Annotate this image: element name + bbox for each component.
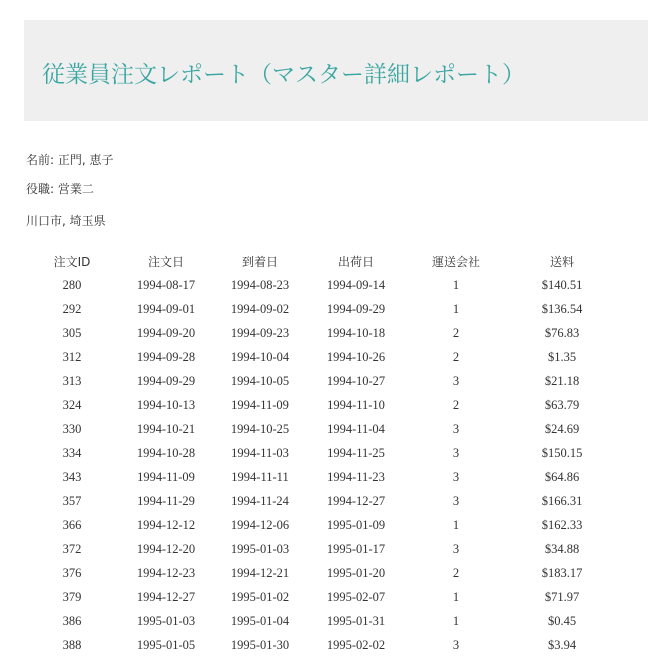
cell-required-date: 1994-11-09 [231,397,289,412]
cell-order-id: 357 [62,493,82,508]
cell-order-id: 292 [62,301,82,316]
table-row [26,609,618,633]
table-row [26,441,618,465]
cell-shipped-date: 1995-02-02 [326,637,386,652]
cell-required-date: 1994-12-21 [230,565,290,580]
table-row [26,465,618,489]
cell-order-date: 1995-01-05 [136,637,196,652]
cell-order-date: 1994-09-28 [136,349,196,364]
cell-required-date: 1994-10-04 [230,349,290,364]
cell-shipper: 3 [452,421,460,436]
cell-freight: $64.86 [544,469,580,484]
cell-shipped-date: 1995-01-31 [326,613,386,628]
cell-required-date: 1995-01-03 [230,541,290,556]
cell-shipper: 1 [452,277,460,292]
cell-required-date: 1994-12-06 [230,517,290,532]
cell-order-date: 1994-12-23 [136,565,196,580]
cell-required-date: 1995-01-30 [230,637,290,652]
cell-required-date: 1994-09-23 [230,325,290,340]
cell-freight: $21.18 [544,373,580,388]
cell-shipped-date: 1994-11-25 [327,445,385,460]
cell-freight: $166.31 [541,493,583,508]
cell-shipper: 1 [452,301,460,316]
cell-order-id: 330 [62,421,82,436]
orders-body [26,273,618,657]
cell-order-date: 1994-09-29 [136,373,196,388]
cell-shipped-date: 1995-02-07 [326,589,386,604]
column-header-required-date: 到着日 [241,254,278,269]
cell-shipped-date: 1994-10-26 [326,349,386,364]
cell-shipped-date: 1994-11-23 [327,469,385,484]
cell-shipped-date: 1995-01-09 [326,517,386,532]
column-header-order-date: 注文日 [147,254,184,269]
cell-order-date: 1994-11-09 [137,469,195,484]
column-header-shipped-date: 出荷日 [337,254,374,269]
cell-shipped-date: 1994-09-29 [326,301,386,316]
cell-order-id: 386 [62,613,82,628]
cell-order-id: 372 [62,541,82,556]
cell-order-date: 1994-10-28 [136,445,196,460]
table-row [26,585,618,609]
cell-required-date: 1994-08-23 [230,277,290,292]
cell-order-date: 1995-01-03 [136,613,196,628]
cell-order-date: 1994-09-20 [136,325,196,340]
cell-required-date: 1995-01-02 [230,589,290,604]
cell-shipper: 1 [452,613,460,628]
cell-freight: $150.15 [541,445,583,460]
cell-shipper: 3 [452,469,460,484]
cell-freight: $34.88 [544,541,580,556]
cell-order-date: 1994-12-12 [136,517,196,532]
cell-shipped-date: 1994-10-27 [326,373,386,388]
cell-freight: $3.94 [547,637,577,652]
cell-shipped-date: 1994-11-04 [327,421,385,436]
table-row [26,489,618,513]
employee-address: 川口市, 埼玉県 [26,214,106,228]
cell-order-date: 1994-10-13 [136,397,196,412]
table-row [26,513,618,537]
cell-shipped-date: 1994-11-10 [327,397,385,412]
cell-order-date: 1994-08-17 [136,277,196,292]
cell-required-date: 1994-11-11 [231,469,289,484]
cell-freight: $1.35 [547,349,577,364]
cell-order-id: 312 [62,349,82,364]
cell-required-date: 1994-09-02 [230,301,290,316]
table-row [26,393,618,417]
cell-order-id: 305 [62,325,82,340]
table-row [26,633,618,657]
cell-shipped-date: 1995-01-17 [326,541,386,556]
cell-shipper: 2 [452,397,460,412]
cell-order-id: 280 [62,277,82,292]
cell-order-id: 343 [62,469,82,484]
employee-title: 役職: 営業二 [26,182,94,196]
report-title: 従業員注文レポート（マスター詳細レポート） [42,62,525,88]
cell-shipped-date: 1994-10-18 [326,325,386,340]
cell-freight: $71.97 [544,589,580,604]
column-header-shipper: 運送会社 [431,254,480,269]
table-row [26,345,618,369]
table-row [26,273,618,297]
employee-name: 名前: 正門, 恵子 [26,153,114,167]
table-row [26,369,618,393]
cell-freight: $0.45 [547,613,577,628]
cell-order-date: 1994-12-20 [136,541,196,556]
column-header-freight: 送料 [549,254,574,269]
cell-order-id: 313 [62,373,82,388]
cell-freight: $136.54 [541,301,583,316]
cell-shipper: 3 [452,493,460,508]
cell-freight: $162.33 [541,517,583,532]
cell-freight: $140.51 [541,277,583,292]
cell-required-date: 1994-11-24 [231,493,289,508]
cell-freight: $76.83 [544,325,580,340]
table-row [26,321,618,345]
cell-freight: $24.69 [544,421,580,436]
cell-order-date: 1994-09-01 [136,301,196,316]
orders-table [26,249,618,657]
cell-order-date: 1994-10-21 [136,421,196,436]
column-header-order-id: 注文ID [53,254,91,269]
cell-shipped-date: 1994-09-14 [326,277,386,292]
cell-shipper: 2 [452,565,460,580]
cell-shipper: 1 [452,589,460,604]
cell-shipped-date: 1994-12-27 [326,493,386,508]
cell-required-date: 1994-10-05 [230,373,290,388]
cell-freight: $63.79 [544,397,580,412]
cell-shipped-date: 1995-01-20 [326,565,386,580]
table-row [26,537,618,561]
orders-header-row [26,249,618,273]
cell-shipper: 2 [452,349,460,364]
cell-shipper: 3 [452,445,460,460]
cell-order-date: 1994-11-29 [137,493,195,508]
table-row [26,417,618,441]
cell-order-id: 324 [62,397,82,412]
cell-order-id: 379 [62,589,82,604]
table-row [26,561,618,585]
cell-order-id: 366 [62,517,82,532]
cell-order-id: 334 [62,445,82,460]
cell-required-date: 1994-11-03 [231,445,289,460]
cell-shipper: 2 [452,325,460,340]
cell-order-date: 1994-12-27 [136,589,196,604]
table-row [26,297,618,321]
cell-shipper: 1 [452,517,460,532]
cell-shipper: 3 [452,373,460,388]
cell-required-date: 1994-10-25 [230,421,290,436]
cell-shipper: 3 [452,541,460,556]
cell-order-id: 388 [62,637,82,652]
cell-freight: $183.17 [541,565,583,580]
cell-required-date: 1995-01-04 [230,613,290,628]
cell-shipper: 3 [452,637,460,652]
cell-order-id: 376 [62,565,82,580]
